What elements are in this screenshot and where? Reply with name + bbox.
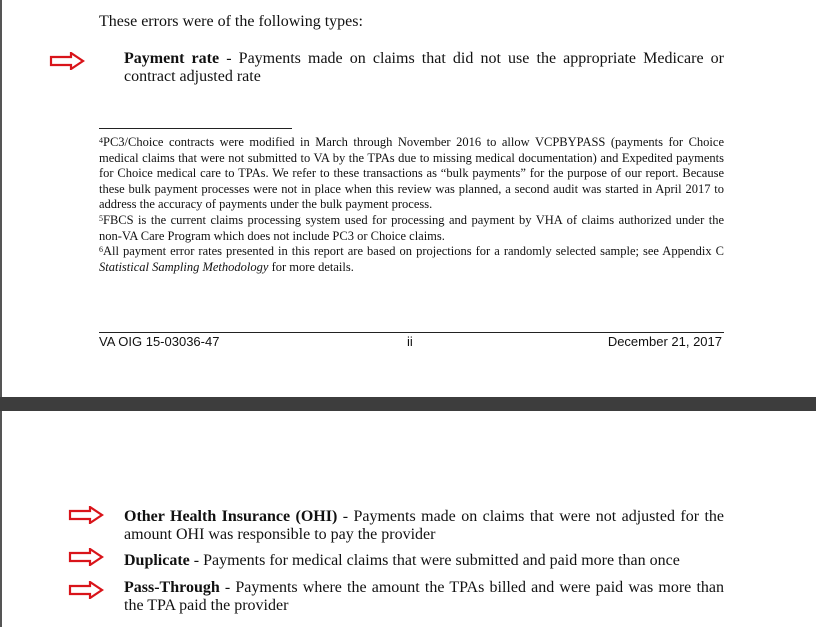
- right-arrow-icon: [68, 581, 104, 599]
- document-page-2: [0, 411, 816, 627]
- error-type-item: [124, 579, 724, 615]
- error-type-term: Other Health Insurance (OHI): [124, 508, 338, 525]
- right-arrow-icon: [49, 52, 85, 70]
- error-type-item: [124, 552, 724, 570]
- footer-rule: [99, 332, 724, 333]
- footer-report-number: VA OIG 15-03036-47: [99, 334, 220, 349]
- right-arrow-icon: [68, 506, 104, 524]
- error-type-item: [124, 50, 724, 86]
- footnote-5: $^5$FBCS is the current claims processing system used for processing and payment by VHA of claims authorized under the non-VA Care Program which does not include PC3 or Choice claims.: [99, 212, 724, 243]
- footer-date: December 21, 2017: [607, 334, 722, 349]
- intro-text: These errors were of the following types:: [99, 13, 363, 30]
- error-type-desc: - Payments for medical claims that were submitted and paid more than once: [189, 552, 680, 569]
- footnote-6: $^6$All payment error rates presented in this report are based on projections for a randomly selected sample; see Appendix C Statistical Sampling Methodology for more details.: [99, 244, 724, 274]
- footnote-4: $^4$PC3/Choice contracts were modified in March through November 2016 to allow VCPBYPASS (payments for Choice medical claims that were not submitted to VA by the TPAs due to missing medical documentation) and Expedited payments for Choice medical care to TPAs. We refer to these transactions as “bulk payments” for the purpose of our report. Because these bulk payment processes were not in place when this review was planned, a second audit was started in April 2017 to address the accuracy of payments under the bulk payment process.: [99, 135, 724, 212]
- page-separator: [0, 397, 816, 411]
- right-arrow-icon: [68, 548, 104, 566]
- error-type-item: [124, 508, 724, 544]
- error-type-desc: - Payments made on claims that did not use the appropriate Medicare or contract adjusted rate: [124, 50, 724, 85]
- error-type-term: Pass-Through: [124, 579, 220, 596]
- error-type-term: Duplicate: [124, 552, 190, 569]
- error-type-term: Payment rate: [124, 50, 220, 67]
- footnote-separator: [99, 128, 292, 129]
- error-type-desc: - Payments made on claims that were not adjusted for the amount OHI was responsible to pay the provider: [124, 508, 724, 543]
- error-type-desc: - Payments where the amount the TPAs billed and were paid was more than the TPA paid the provider: [124, 579, 724, 614]
- footnotes: [99, 135, 724, 275]
- footer-page-number: ii: [407, 334, 413, 349]
